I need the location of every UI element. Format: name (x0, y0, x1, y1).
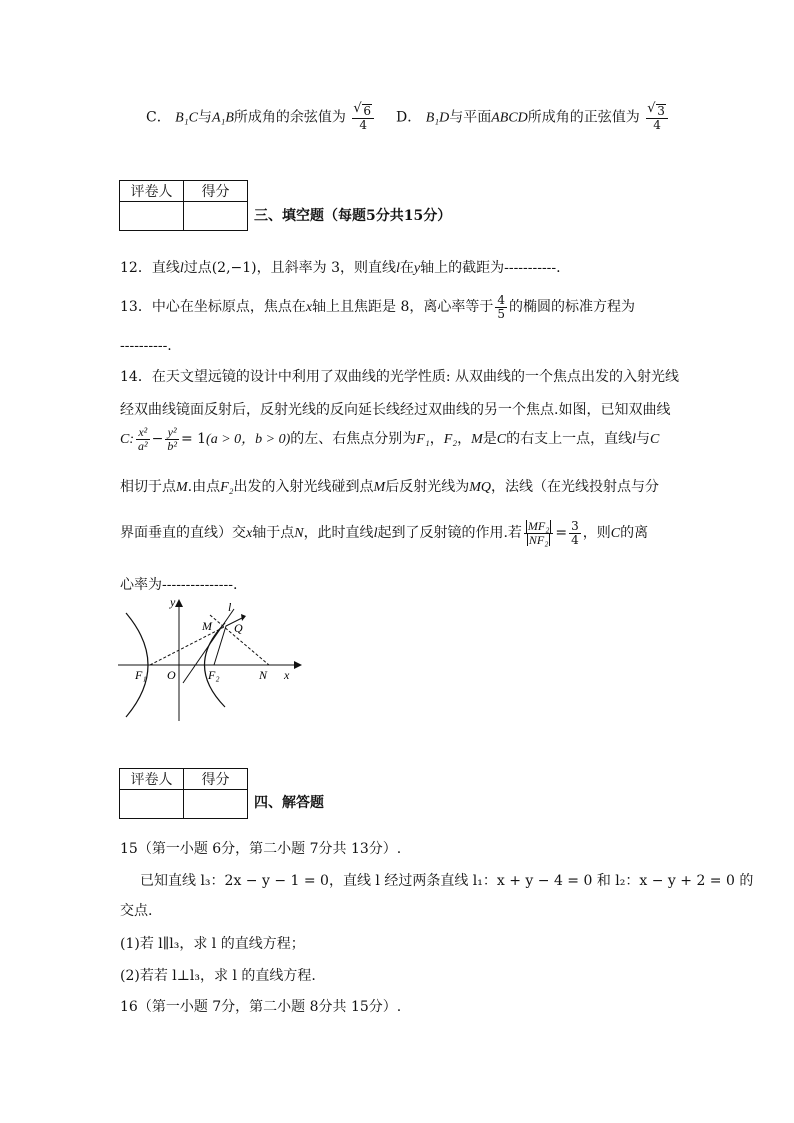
q14-f2: F₂ (443, 432, 458, 448)
q14-l5-l: l (373, 526, 378, 542)
score-table2-score-cell (184, 790, 248, 819)
y-axis-arrow (175, 599, 183, 607)
q14-cond: (a > 0，b > 0) (206, 432, 291, 448)
score-table-section4 (119, 768, 248, 819)
q14-x-frac (136, 426, 150, 452)
q14-ratio-value-den: 4 (571, 532, 579, 547)
score-table-score-header: 得分 (184, 181, 248, 202)
q12-var-l: l (179, 261, 184, 276)
option-d-plane: ABCD (491, 110, 528, 126)
q14-line5 (120, 520, 648, 546)
option-d (396, 104, 670, 131)
option-c-letter: C． (146, 109, 171, 126)
q14-l4-text2: 出发的入射光线碰到点 (233, 479, 374, 495)
q14-text4: 的右支上一点，直线 (506, 431, 633, 448)
q14-line2: 经双曲线镜面反射后，反射光线的反向延长线经过双曲线的另一个焦点.如图，已知双曲线 (120, 402, 671, 418)
q12-var-y: y (413, 261, 421, 276)
label-f2: F₂ (208, 668, 220, 682)
q15-part1: (1)若 l∥l₃，求 l 的直线方程； (120, 936, 305, 952)
q14-eq: = 1 (180, 431, 207, 448)
q13-text-c: 的椭圆的标准方程为 (509, 299, 636, 316)
q14-text5: 与 (636, 431, 651, 448)
q14-l4-mq: MQ (469, 480, 491, 495)
q15-body-b: 交点. (120, 903, 153, 919)
label-n: N (259, 668, 268, 682)
option-d-line: B₁D (425, 110, 450, 126)
option-c-value (352, 104, 374, 131)
q14-l4-text: 相切于点 (120, 479, 176, 495)
q14-b2: b² (167, 438, 177, 453)
q14-l5-c: ，此时直线 (303, 525, 374, 542)
q14-l4-m2: M (373, 480, 386, 495)
q14-minus: − (151, 431, 164, 448)
question-13 (120, 294, 635, 320)
q14-line6 (120, 574, 237, 594)
q14-c2: C (496, 432, 507, 448)
q13-var-x: x (305, 300, 313, 316)
option-d-value (646, 104, 668, 131)
option-d-mid: 与平面 (449, 109, 492, 126)
option-d-num: 3 (657, 104, 665, 118)
score-table-score-cell (184, 202, 248, 231)
x-axis-arrow (294, 661, 302, 669)
q12-point: (2,−1) (211, 260, 257, 276)
section4-title: 四、解答题 (254, 795, 324, 811)
score-table-section3 (119, 180, 248, 231)
q14-c: C: (120, 432, 134, 448)
q14-x2: x² (136, 426, 150, 440)
reflected-ray-arrow (241, 614, 246, 621)
q12-text-d: 在 (399, 260, 414, 276)
label-q: Q (234, 621, 243, 635)
score-table2-score-header: 得分 (184, 769, 248, 790)
q14-ratio-value (569, 520, 581, 546)
q14-y2: y² (165, 426, 179, 440)
q13-eccentricity (495, 294, 507, 320)
q14-line4 (120, 476, 659, 496)
q12-text-b: 过点 (183, 260, 212, 276)
option-c-text: 所成角的余弦值为 (233, 109, 346, 126)
label-o: O (167, 668, 176, 682)
q14-ratio-num: MF₂ (527, 519, 550, 533)
score-table2-grader-cell (120, 790, 184, 819)
q14-ratio-value-num: 3 (571, 519, 579, 533)
option-c (146, 104, 376, 131)
hyperbola-figure (118, 595, 308, 725)
q14-l5-eq: = (555, 525, 568, 542)
option-d-letter: D． (396, 109, 422, 126)
score-table-grader-cell (120, 202, 184, 231)
q14-l4-m: M (176, 480, 188, 495)
q14-l4-text4: ，法线（在光线投射点与分 (491, 479, 659, 495)
q12-answer-blank: -----------. (504, 260, 561, 276)
q13-text-a: 13．中心在坐标原点，焦点在 (120, 299, 306, 316)
q13-frac-num: 4 (497, 293, 506, 307)
q14-a2: a² (138, 438, 148, 453)
q14-l: l (632, 432, 637, 448)
incident-ray (214, 626, 226, 665)
q13-frac-den: 5 (497, 306, 506, 321)
option-c-line1: B₁C (175, 110, 198, 126)
q12-text-e: 轴上的截距为 (420, 260, 505, 276)
score-table2-grader-header: 评卷人 (120, 769, 184, 790)
q14-comma: ， (429, 431, 444, 448)
q15-body-a: 已知直线 l₃：2x − y − 1 = 0，直线 l 经过两条直线 l₁：x + y − 4 = 0 和 l₂：x − y + 2 = 0 的 (140, 873, 754, 889)
q14-m: M (471, 432, 483, 448)
extension-line (150, 626, 226, 665)
label-f1: F₁ (135, 668, 147, 682)
question-12 (120, 257, 561, 277)
q14-line1: 14．在天文望远镜的设计中利用了双曲线的光学性质: 从双曲线的一个焦点出发的入射光线 (120, 369, 679, 385)
q14-l5-a: 界面垂直的直线）交 (120, 525, 246, 542)
q14-l5-f: 的离 (620, 525, 649, 542)
option-c-den: 4 (359, 117, 368, 132)
q14-answer-blank: ---------------. (162, 577, 238, 593)
q14-l5-d: 起到了反射镜的作用.若 (377, 525, 522, 542)
option-c-mid: 与 (197, 109, 212, 126)
q14-l6-text: 心率为 (120, 577, 162, 593)
label-x: x (284, 668, 290, 682)
q13-answer-blank: ----------. (120, 338, 172, 354)
q14-text3: 是 (482, 431, 497, 448)
q14-l4-text1: .由点 (187, 479, 221, 495)
score-table-grader-header: 评卷人 (120, 181, 184, 202)
q14-l5-n: N (294, 526, 304, 542)
q14-ratio-den: NF₂ (528, 532, 549, 547)
q14-line3 (120, 426, 659, 452)
q14-text: 的左、右焦点分别为 (290, 431, 417, 448)
label-l: l (228, 600, 232, 614)
q12-var-l2: l (396, 261, 400, 276)
q14-l5-e: ，则 (582, 525, 611, 542)
q14-l4-text3: 后反射光线为 (385, 479, 470, 495)
option-d-den: 4 (653, 117, 661, 132)
q14-ratio (524, 520, 554, 546)
option-c-line2: A₁B (211, 110, 234, 126)
q14-l5-c-var: C (610, 526, 621, 542)
q14-l4-f2: F₂ (220, 480, 234, 495)
label-m: M (202, 619, 212, 633)
section3-title: 三、填空题（每题5分共15分） (254, 208, 452, 224)
q12-text-a: 12．直线 (120, 260, 180, 276)
q14-l5-x: x (246, 526, 253, 542)
q14-l5-b: 轴于点 (252, 525, 295, 542)
option-d-text: 所成角的正弦值为 (527, 109, 640, 126)
q14-y-frac (165, 426, 179, 452)
q12-text-c: ，且斜率为 3，则直线 (256, 260, 396, 276)
q14-text2: ， (457, 431, 472, 448)
q14-c3: C (650, 432, 660, 448)
q14-f1: F₁ (416, 432, 430, 448)
q15-header: 15（第一小题 6分，第二小题 7分共 13分）. (120, 841, 402, 857)
q16-header: 16（第一小题 7分，第二小题 8分共 15分）. (120, 999, 402, 1015)
q13-text-b: 轴上且焦距是 8，离心率等于 (312, 299, 494, 316)
label-y: y (170, 595, 176, 609)
q15-part2: (2)若若 l⊥l₃，求 l 的直线方程. (120, 968, 316, 984)
option-c-num: 6 (363, 104, 372, 118)
